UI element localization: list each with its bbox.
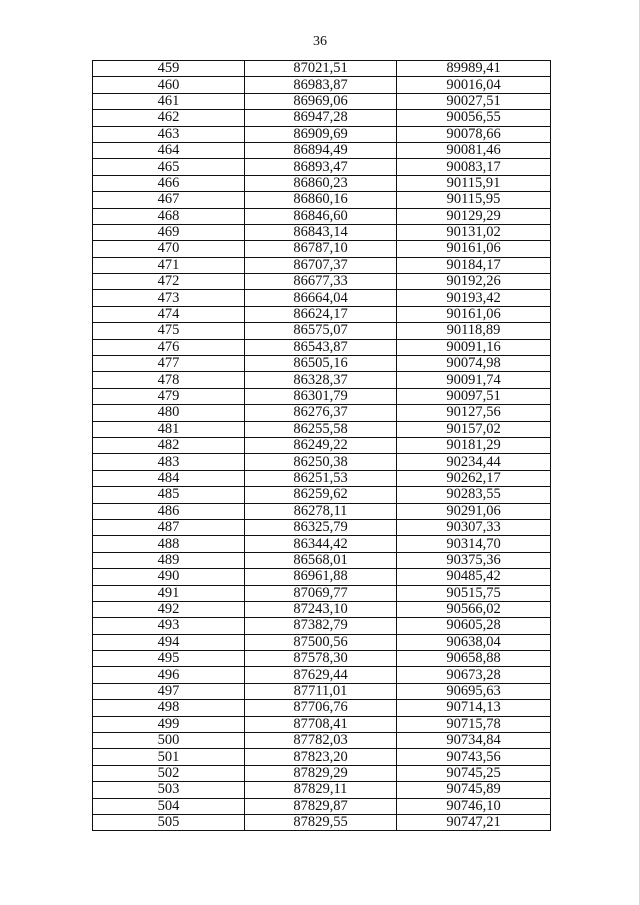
x-coordinate-cell: 87829,55 [245, 814, 397, 830]
table-row [93, 93, 551, 109]
table-row [93, 519, 551, 535]
x-coordinate-cell: 87243,10 [245, 601, 397, 617]
table-row [93, 569, 551, 585]
table-row [93, 601, 551, 617]
x-coordinate-cell: 86259,62 [245, 487, 397, 503]
point-number-cell: 486 [93, 503, 245, 519]
y-coordinate-cell: 90747,21 [397, 814, 551, 830]
y-coordinate-cell: 90056,55 [397, 110, 551, 126]
x-coordinate-cell: 86624,17 [245, 306, 397, 322]
y-coordinate-cell: 89989,41 [397, 61, 551, 77]
point-number-cell: 499 [93, 716, 245, 732]
x-coordinate-cell: 87711,01 [245, 683, 397, 699]
x-coordinate-cell: 87069,77 [245, 585, 397, 601]
point-number-cell: 492 [93, 601, 245, 617]
table-row [93, 274, 551, 290]
x-coordinate-cell: 87829,11 [245, 782, 397, 798]
point-number-cell: 503 [93, 782, 245, 798]
x-coordinate-cell: 86787,10 [245, 241, 397, 257]
table-row [93, 749, 551, 765]
table-row [93, 323, 551, 339]
x-coordinate-cell: 87382,79 [245, 618, 397, 634]
table-row [93, 241, 551, 257]
table-row [93, 814, 551, 830]
table-row [93, 454, 551, 470]
x-coordinate-cell: 86543,87 [245, 339, 397, 355]
y-coordinate-cell: 90375,36 [397, 552, 551, 568]
y-coordinate-cell: 90115,91 [397, 175, 551, 191]
table-row [93, 339, 551, 355]
table-row [93, 192, 551, 208]
table-row [93, 487, 551, 503]
y-coordinate-cell: 90027,51 [397, 93, 551, 109]
table-row [93, 142, 551, 158]
point-number-cell: 484 [93, 470, 245, 486]
page-number: 36 [313, 34, 327, 49]
point-number-cell: 473 [93, 290, 245, 306]
point-number-cell: 459 [93, 61, 245, 77]
point-number-cell: 496 [93, 667, 245, 683]
table-row [93, 437, 551, 453]
point-number-cell: 478 [93, 372, 245, 388]
point-number-cell: 493 [93, 618, 245, 634]
y-coordinate-cell: 90078,66 [397, 126, 551, 142]
table-row [93, 716, 551, 732]
table-row [93, 306, 551, 322]
y-coordinate-cell: 90745,25 [397, 765, 551, 781]
y-coordinate-cell: 90115,95 [397, 192, 551, 208]
table-row [93, 290, 551, 306]
x-coordinate-cell: 86894,49 [245, 142, 397, 158]
point-number-cell: 482 [93, 437, 245, 453]
point-number-cell: 460 [93, 77, 245, 93]
y-coordinate-cell: 90192,26 [397, 274, 551, 290]
y-coordinate-cell: 90658,88 [397, 651, 551, 667]
y-coordinate-cell: 90745,89 [397, 782, 551, 798]
x-coordinate-cell: 86947,28 [245, 110, 397, 126]
point-number-cell: 505 [93, 814, 245, 830]
x-coordinate-cell: 86664,04 [245, 290, 397, 306]
coordinates-table-body [93, 61, 551, 831]
x-coordinate-cell: 87629,44 [245, 667, 397, 683]
x-coordinate-cell: 87823,20 [245, 749, 397, 765]
y-coordinate-cell: 90566,02 [397, 601, 551, 617]
y-coordinate-cell: 90746,10 [397, 798, 551, 814]
table-row [93, 700, 551, 716]
point-number-cell: 461 [93, 93, 245, 109]
x-coordinate-cell: 86707,37 [245, 257, 397, 273]
y-coordinate-cell: 90091,16 [397, 339, 551, 355]
x-coordinate-cell: 86344,42 [245, 536, 397, 552]
point-number-cell: 490 [93, 569, 245, 585]
y-coordinate-cell: 90234,44 [397, 454, 551, 470]
point-number-cell: 500 [93, 733, 245, 749]
table-row [93, 470, 551, 486]
x-coordinate-cell: 86983,87 [245, 77, 397, 93]
table-row [93, 356, 551, 372]
point-number-cell: 475 [93, 323, 245, 339]
y-coordinate-cell: 90695,63 [397, 683, 551, 699]
x-coordinate-cell: 86846,60 [245, 208, 397, 224]
point-number-cell: 491 [93, 585, 245, 601]
point-number-cell: 476 [93, 339, 245, 355]
table-row [93, 77, 551, 93]
table-row [93, 388, 551, 404]
y-coordinate-cell: 90515,75 [397, 585, 551, 601]
point-number-cell: 485 [93, 487, 245, 503]
point-number-cell: 470 [93, 241, 245, 257]
point-number-cell: 481 [93, 421, 245, 437]
x-coordinate-cell: 87500,56 [245, 634, 397, 650]
y-coordinate-cell: 90714,13 [397, 700, 551, 716]
table-row [93, 126, 551, 142]
point-number-cell: 497 [93, 683, 245, 699]
x-coordinate-cell: 86909,69 [245, 126, 397, 142]
point-number-cell: 477 [93, 356, 245, 372]
y-coordinate-cell: 90074,98 [397, 356, 551, 372]
x-coordinate-cell: 86860,23 [245, 175, 397, 191]
coordinates-table [92, 60, 551, 831]
table-row [93, 159, 551, 175]
x-coordinate-cell: 86893,47 [245, 159, 397, 175]
x-coordinate-cell: 86250,38 [245, 454, 397, 470]
point-number-cell: 483 [93, 454, 245, 470]
x-coordinate-cell: 86328,37 [245, 372, 397, 388]
table-row [93, 782, 551, 798]
table-row [93, 536, 551, 552]
point-number-cell: 501 [93, 749, 245, 765]
point-number-cell: 464 [93, 142, 245, 158]
x-coordinate-cell: 87578,30 [245, 651, 397, 667]
x-coordinate-cell: 87829,87 [245, 798, 397, 814]
table-row [93, 667, 551, 683]
x-coordinate-cell: 86249,22 [245, 437, 397, 453]
point-number-cell: 480 [93, 405, 245, 421]
point-number-cell: 463 [93, 126, 245, 142]
table-row [93, 61, 551, 77]
y-coordinate-cell: 90127,56 [397, 405, 551, 421]
x-coordinate-cell: 86251,53 [245, 470, 397, 486]
point-number-cell: 469 [93, 224, 245, 240]
table-row [93, 585, 551, 601]
table-row [93, 421, 551, 437]
table-row [93, 683, 551, 699]
table-row [93, 405, 551, 421]
y-coordinate-cell: 90081,46 [397, 142, 551, 158]
table-row [93, 618, 551, 634]
x-coordinate-cell: 87782,03 [245, 733, 397, 749]
point-number-cell: 465 [93, 159, 245, 175]
table-row [93, 175, 551, 191]
table-row [93, 765, 551, 781]
y-coordinate-cell: 90193,42 [397, 290, 551, 306]
point-number-cell: 488 [93, 536, 245, 552]
x-coordinate-cell: 86860,16 [245, 192, 397, 208]
x-coordinate-cell: 86843,14 [245, 224, 397, 240]
y-coordinate-cell: 90734,84 [397, 733, 551, 749]
point-number-cell: 502 [93, 765, 245, 781]
point-number-cell: 489 [93, 552, 245, 568]
table-row [93, 634, 551, 650]
x-coordinate-cell: 86961,88 [245, 569, 397, 585]
y-coordinate-cell: 90097,51 [397, 388, 551, 404]
y-coordinate-cell: 90131,02 [397, 224, 551, 240]
x-coordinate-cell: 87708,41 [245, 716, 397, 732]
table-row [93, 224, 551, 240]
point-number-cell: 466 [93, 175, 245, 191]
y-coordinate-cell: 90161,06 [397, 241, 551, 257]
point-number-cell: 472 [93, 274, 245, 290]
y-coordinate-cell: 90743,56 [397, 749, 551, 765]
point-number-cell: 471 [93, 257, 245, 273]
x-coordinate-cell: 86505,16 [245, 356, 397, 372]
y-coordinate-cell: 90129,29 [397, 208, 551, 224]
x-coordinate-cell: 87706,76 [245, 700, 397, 716]
y-coordinate-cell: 90083,17 [397, 159, 551, 175]
table-row [93, 733, 551, 749]
point-number-cell: 462 [93, 110, 245, 126]
point-number-cell: 467 [93, 192, 245, 208]
x-coordinate-cell: 86255,58 [245, 421, 397, 437]
y-coordinate-cell: 90605,28 [397, 618, 551, 634]
x-coordinate-cell: 86969,06 [245, 93, 397, 109]
y-coordinate-cell: 90016,04 [397, 77, 551, 93]
y-coordinate-cell: 90638,04 [397, 634, 551, 650]
point-number-cell: 487 [93, 519, 245, 535]
table-row [93, 257, 551, 273]
y-coordinate-cell: 90715,78 [397, 716, 551, 732]
table-row [93, 651, 551, 667]
table-row [93, 552, 551, 568]
y-coordinate-cell: 90283,55 [397, 487, 551, 503]
table-row [93, 110, 551, 126]
point-number-cell: 504 [93, 798, 245, 814]
table-row [93, 372, 551, 388]
x-coordinate-cell: 86301,79 [245, 388, 397, 404]
y-coordinate-cell: 90262,17 [397, 470, 551, 486]
x-coordinate-cell: 86575,07 [245, 323, 397, 339]
y-coordinate-cell: 90161,06 [397, 306, 551, 322]
y-coordinate-cell: 90314,70 [397, 536, 551, 552]
y-coordinate-cell: 90485,42 [397, 569, 551, 585]
table-row [93, 798, 551, 814]
y-coordinate-cell: 90673,28 [397, 667, 551, 683]
x-coordinate-cell: 86325,79 [245, 519, 397, 535]
point-number-cell: 474 [93, 306, 245, 322]
table-row [93, 503, 551, 519]
point-number-cell: 495 [93, 651, 245, 667]
y-coordinate-cell: 90157,02 [397, 421, 551, 437]
x-coordinate-cell: 86276,37 [245, 405, 397, 421]
point-number-cell: 479 [93, 388, 245, 404]
x-coordinate-cell: 87021,51 [245, 61, 397, 77]
point-number-cell: 494 [93, 634, 245, 650]
y-coordinate-cell: 90291,06 [397, 503, 551, 519]
point-number-cell: 468 [93, 208, 245, 224]
y-coordinate-cell: 90307,33 [397, 519, 551, 535]
y-coordinate-cell: 90091,74 [397, 372, 551, 388]
x-coordinate-cell: 86677,33 [245, 274, 397, 290]
y-coordinate-cell: 90184,17 [397, 257, 551, 273]
y-coordinate-cell: 90118,89 [397, 323, 551, 339]
x-coordinate-cell: 86568,01 [245, 552, 397, 568]
point-number-cell: 498 [93, 700, 245, 716]
x-coordinate-cell: 87829,29 [245, 765, 397, 781]
x-coordinate-cell: 86278,11 [245, 503, 397, 519]
table-row [93, 208, 551, 224]
y-coordinate-cell: 90181,29 [397, 437, 551, 453]
